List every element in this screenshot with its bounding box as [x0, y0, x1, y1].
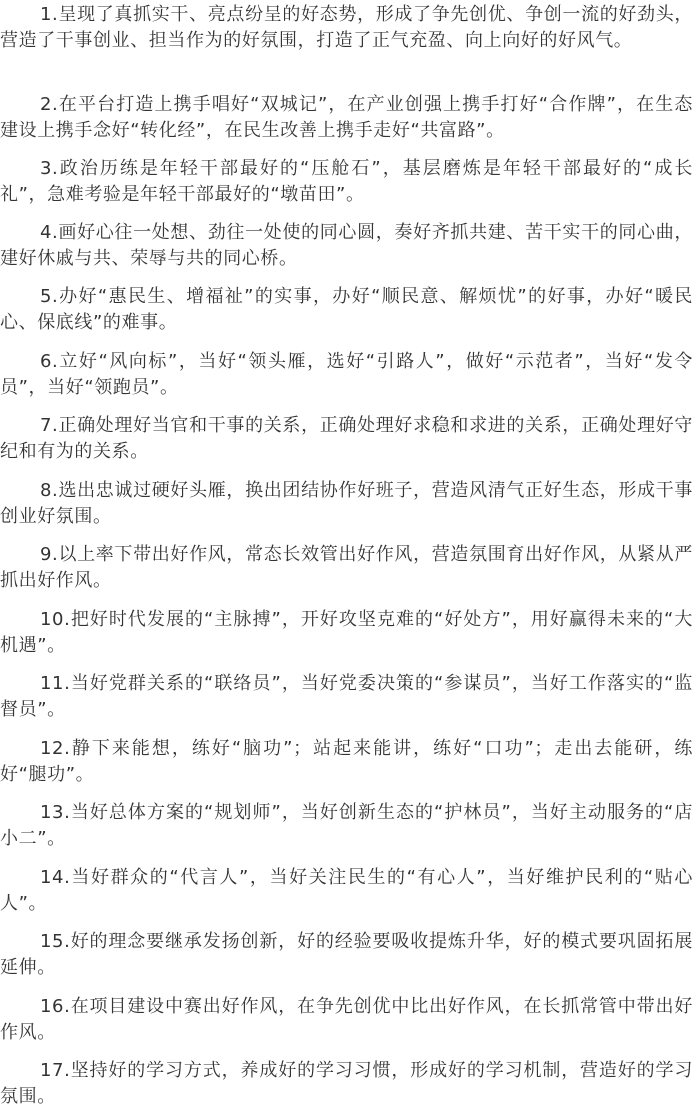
paragraph-5: 5.办好“惠民生、增福祉”的实事，办好“顺民意、解烦忧”的好事，办好“暖民心、保底线”的难事。: [0, 286, 693, 333]
paragraph-8: 8.选出忠诚过硬好头雁，换出团结协作好班子，营造风清气正好生态，形成干事创业好氛围。: [0, 480, 693, 527]
paragraph-9: 9.以上率下带出好作风，常态长效管出好作风，营造氛围育出好作风，从紧从严抓出好作风。: [0, 544, 693, 591]
paragraph-11: 11.当好党群关系的“联络员”，当好党委决策的“参谋员”，当好工作落实的“监督员”。: [0, 673, 693, 720]
paragraph-1: 1.呈现了真抓实干、亮点纷呈的好态势，形成了争先创优、争创一流的好劲头，营造了干事创业、担当作为的好氛围，打造了正气充盈、向上向好的好风气。: [0, 4, 693, 51]
paragraph-7: 7.正确处理好当官和干事的关系，正确处理好求稳和求进的关系，正确处理好守纪和有为的关系。: [0, 415, 693, 462]
paragraph-4: 4.画好心往一处想、劲往一处使的同心圆，奏好齐抓共建、苦干实干的同心曲，建好休戚与共、荣辱与共的同心桥。: [0, 222, 693, 269]
paragraph-15: 15.好的理念要继承发扬创新，好的经验要吸收提炼升华，好的模式要巩固拓展延伸。: [0, 931, 693, 978]
paragraph-6: 6.立好“风向标”，当好“领头雁，选好“引路人”，做好“示范者”，当好“发令员”，当好“领跑员”。: [0, 351, 693, 398]
paragraph-16: 16.在项目建设中赛出好作风，在争先创优中比出好作风，在长抓常管中带出好作风。: [0, 996, 693, 1043]
paragraph-14: 14.当好群众的“代言人”，当好关注民生的“有心人”，当好维护民利的“贴心人”。: [0, 867, 693, 914]
paragraph-3: 3.政治历练是年轻干部最好的“压舱石”，基层磨炼是年轻干部最好的“成长礼”，急难考验是年轻干部最好的“墩苗田”。: [0, 158, 693, 205]
paragraph-2: 2.在平台打造上携手唱好“双城记”，在产业创强上携手打好“合作牌”，在生态建设上携手念好“转化经”，在民生改善上携手走好“共富路”。: [0, 94, 693, 141]
paragraph-13: 13.当好总体方案的“规划师”，当好创新生态的“护林员”，当好主动服务的“店小二”。: [0, 802, 693, 849]
paragraph-17: 17.坚持好的学习方式，养成好的学习习惯，形成好的学习机制，营造好的学习氛围。: [0, 1060, 693, 1107]
paragraph-10: 10.把好时代发展的“主脉搏”，开好攻坚克难的“好处方”，用好赢得未来的“大机遇”。: [0, 609, 693, 656]
paragraph-12: 12.静下来能想，练好“脑功”；站起来能讲，练好“口功”；走出去能研，练好“腿功”。: [0, 738, 693, 785]
